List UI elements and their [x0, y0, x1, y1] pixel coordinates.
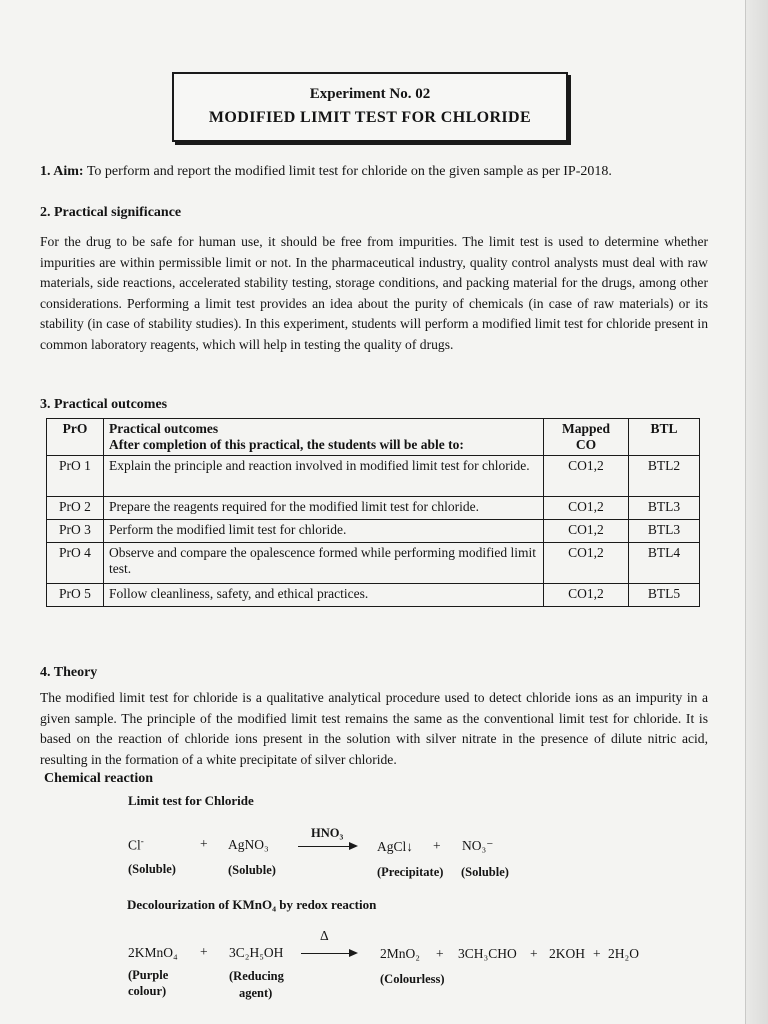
row-btl: BTL5 — [629, 584, 700, 607]
r1-state-nitrate: (Soluble) — [461, 865, 509, 879]
row-co: CO1,2 — [544, 497, 629, 520]
limit-test-subheading: Limit test for Chloride — [128, 793, 254, 808]
row-outcome: Perform the modified limit test for chloride. — [104, 520, 544, 543]
r2-plus-2: + — [436, 946, 444, 961]
r2-note-reducing-2: agent) — [239, 986, 273, 1000]
row-co: CO1,2 — [544, 584, 629, 607]
r2-reactant-ethanol: 3C₂H₅OH — [229, 945, 284, 960]
r2-note-purple-2: colour) — [128, 984, 167, 998]
r2-heat-symbol: Δ — [320, 928, 329, 943]
aim-label: 1. Aim: — [40, 164, 84, 179]
r2-note-purple-1: (Purple — [128, 968, 169, 982]
r2-product-acetaldehyde: 3CH₃CHO — [458, 946, 517, 961]
r2-plus-4: + — [593, 946, 601, 961]
row-co: CO1,2 — [544, 520, 629, 543]
r1-reaction-arrow — [298, 846, 356, 847]
page-edge — [745, 0, 768, 1024]
row-pro: PrO 1 — [47, 456, 104, 497]
r1-product-silver-chloride: AgCl↓ — [377, 839, 414, 854]
r1-state-silver-nitrate: (Soluble) — [228, 863, 276, 877]
r1-reactant-chloride — [128, 836, 144, 854]
header-outcomes-line2: After completion of this practical, the students will be able to: — [109, 437, 464, 452]
r2-reaction-arrow — [301, 953, 356, 954]
row-btl: BTL3 — [629, 520, 700, 543]
significance-text: For the drug to be safe for human use, it should be free from impurities. The limit test is used to determine whether impurities are within permissible limit or not. In the pharmaceutical industry, quality control analysts must deal with raw materials, side reactions, accelerated stability testing, storage conditions, and packing material for the drugs, among other considerations. Performing a limit test provides an idea about the purity of chemicals (in case of raw materials) or its stability (in case of stability studies). In this experiment, students will perform a modified limit test for chloride present in common laboratory reagents, which will help in testing the quality of drugs. — [40, 234, 708, 352]
r1-catalyst-nitric-acid: HNO₃ — [311, 826, 344, 840]
r1-reactant-silver-nitrate: AgNO₃ — [228, 837, 269, 852]
r2-product-manganese-dioxide: 2MnO₂ — [380, 946, 420, 961]
table-row — [47, 543, 700, 584]
aim-text: To perform and report the modified limit test for chloride on the given sample as per IP-2018. — [86, 164, 612, 179]
header-co-line2: CO — [575, 437, 597, 452]
row-btl: BTL3 — [629, 497, 700, 520]
row-pro: PrO 3 — [47, 520, 104, 543]
row-pro: PrO 2 — [47, 497, 104, 520]
header-outcomes — [104, 419, 544, 456]
title-box — [172, 72, 568, 142]
table-row — [47, 520, 700, 543]
outcomes-table — [46, 418, 700, 607]
row-co: CO1,2 — [544, 543, 629, 584]
chemical-reaction-heading: Chemical reaction — [44, 771, 153, 786]
r1-state-precipitate: (Precipitate) — [377, 865, 444, 879]
r1-plus-1: + — [200, 836, 208, 851]
row-pro: PrO 4 — [47, 543, 104, 584]
row-outcome: Observe and compare the opalescence formed while performing modified limit test. — [104, 543, 544, 584]
r2-note-colourless: (Colourless) — [380, 972, 445, 986]
header-btl: BTL — [629, 419, 700, 456]
r2-plus-1: + — [200, 944, 208, 959]
header-co-line1: Mapped — [561, 421, 610, 436]
header-outcomes-line1: Practical outcomes — [109, 421, 219, 436]
r2-note-reducing-1: (Reducing — [229, 969, 284, 983]
experiment-number: Experiment No. 02 — [309, 86, 431, 102]
theory-text: The modified limit test for chloride is a qualitative analytical procedure used to detect chloride ions as an impurity in a given sample. The principle of the modified limit test remains the same as the conventional limit test for chloride. It is based on the reaction of chloride ions present in the solution with silver nitrate in the presence of dilute nitric acid, resulting in the formation of a white precipitate of silver chloride. — [40, 690, 708, 767]
r2-plus-3: + — [530, 946, 538, 961]
r1-plus-2: + — [433, 838, 441, 853]
table-header-row — [47, 419, 700, 456]
header-pro: PrO — [47, 419, 104, 456]
r2-product-water: 2H₂O — [608, 946, 639, 961]
r1-product-nitrate: NO₃⁻ — [462, 838, 494, 853]
experiment-title: MODIFIED LIMIT TEST FOR CHLORIDE — [208, 109, 532, 126]
r2-product-potassium-hydroxide: 2KOH — [549, 946, 585, 961]
table-row — [47, 584, 700, 607]
outcomes-heading: 3. Practical outcomes — [40, 397, 168, 412]
row-co: CO1,2 — [544, 456, 629, 497]
significance-heading: 2. Practical significance — [40, 205, 182, 220]
r1-reactant-chloride-symbol: Cl — [128, 837, 141, 853]
row-outcome: Explain the principle and reaction involved in modified limit test for chloride. — [104, 456, 544, 497]
theory-heading: 4. Theory — [40, 665, 98, 680]
table-row — [47, 497, 700, 520]
decolourization-subheading: Decolourization of KMnO₄ by redox reaction — [127, 897, 377, 912]
row-outcome: Prepare the reagents required for the modified limit test for chloride. — [104, 497, 544, 520]
row-outcome: Follow cleanliness, safety, and ethical practices. — [104, 584, 544, 607]
row-btl: BTL2 — [629, 456, 700, 497]
r1-state-chloride: (Soluble) — [128, 862, 176, 876]
header-co — [544, 419, 629, 456]
r2-reactant-permanganate: 2KMnO₄ — [128, 945, 178, 960]
row-btl: BTL4 — [629, 543, 700, 584]
aim-section — [40, 164, 720, 180]
r1-reactant-chloride-charge: - — [140, 836, 144, 846]
table-row — [47, 456, 700, 497]
row-pro: PrO 5 — [47, 584, 104, 607]
